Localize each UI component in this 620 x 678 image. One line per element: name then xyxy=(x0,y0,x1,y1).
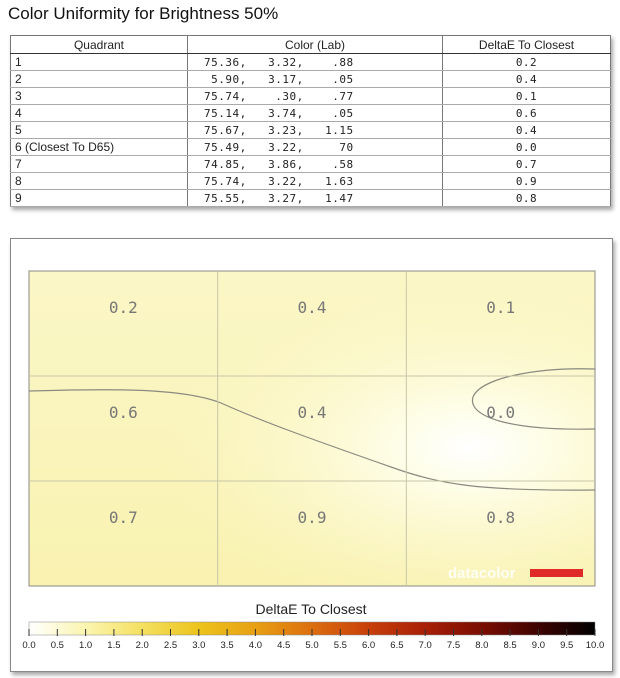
deltae-cell: 0.6 xyxy=(443,105,611,122)
lab-cell: 75.55, 3.27, 1.47 xyxy=(188,190,443,207)
deltae-cell: 0.4 xyxy=(443,122,611,139)
colorbar-tick-label: 7.5 xyxy=(446,640,461,651)
colorbar-tick-label: 2.5 xyxy=(163,640,178,651)
cell-value-label: 0.4 xyxy=(297,298,327,317)
lab-cell: 75.14, 3.74, .05 xyxy=(188,105,443,122)
header-color-lab: Color (Lab) xyxy=(188,36,443,54)
cell-value-label: 0.6 xyxy=(108,403,138,422)
cell-value-label: 0.8 xyxy=(486,508,516,527)
colorbar-tick-label: 5.5 xyxy=(333,640,347,651)
colorbar-tick-label: 6.5 xyxy=(390,640,404,651)
deltae-cell: 0.7 xyxy=(443,156,611,173)
heatmap-low-region xyxy=(29,271,595,586)
deltae-cell: 0.4 xyxy=(443,71,611,88)
lab-cell: 75.36, 3.32, .88 xyxy=(188,54,443,71)
quadrant-cell: 6 (Closest To D65) xyxy=(11,139,188,156)
colorbar-tick-label: 1.0 xyxy=(78,640,93,651)
colorbar-tick-label: 4.5 xyxy=(277,640,291,651)
cell-value-label: 0.9 xyxy=(297,508,327,527)
table-row xyxy=(11,105,611,122)
colorbar-tick-label: 9.5 xyxy=(560,640,574,651)
colorbar-tick-label: 6.0 xyxy=(361,640,376,651)
deltae-cell: 0.2 xyxy=(443,54,611,71)
colorbar-tick-label: 2.0 xyxy=(135,640,149,651)
quadrant-cell: 1 xyxy=(11,54,188,71)
quadrant-cell: 8 xyxy=(11,173,188,190)
table-row xyxy=(11,156,611,173)
lab-cell: 75.49, 3.22, 70 xyxy=(188,139,443,156)
colorbar-tick-label: 3.0 xyxy=(192,640,206,651)
colorbar-tick-label: 7.0 xyxy=(418,640,432,651)
header-quadrant: Quadrant xyxy=(11,36,188,54)
lab-cell: 5.90, 3.17, .05 xyxy=(188,71,443,88)
deltae-cell: 0.0 xyxy=(443,139,611,156)
uniformity-heatmap-panel xyxy=(10,238,613,672)
colorbar-title: DeltaE To Closest xyxy=(255,601,367,617)
brand-bar xyxy=(530,569,583,577)
table-row xyxy=(11,54,611,71)
table-header-row xyxy=(11,36,611,54)
colorbar-tick-label: 8.5 xyxy=(503,640,517,651)
lab-cell: 74.85, 3.86, .58 xyxy=(188,156,443,173)
colorbar-tick-label: 9.0 xyxy=(531,640,546,651)
watermark-text: datacolor xyxy=(448,565,516,582)
lab-cell: 75.67, 3.23, 1.15 xyxy=(188,122,443,139)
table-row xyxy=(11,88,611,105)
header-deltae: DeltaE To Closest xyxy=(443,36,611,54)
deltae-cell: 0.9 xyxy=(443,173,611,190)
quadrant-cell: 4 xyxy=(11,105,188,122)
deltae-cell: 0.8 xyxy=(443,190,611,207)
colorbar-tick-label: 4.0 xyxy=(248,640,263,651)
colorbar-tick-label: 0.5 xyxy=(50,640,64,651)
uniformity-table xyxy=(10,35,611,207)
colorbar-tick-label: 5.0 xyxy=(305,640,319,651)
cell-value-label: 0.7 xyxy=(108,508,138,527)
cell-value-label: 0.0 xyxy=(486,403,516,422)
page-title: Color Uniformity for Brightness 50% xyxy=(8,4,279,23)
colorbar-tick-label: 3.5 xyxy=(220,640,234,651)
lab-cell: 75.74, 3.22, 1.63 xyxy=(188,173,443,190)
quadrant-cell: 9 xyxy=(11,190,188,207)
colorbar-tick-label: 0.0 xyxy=(22,640,36,651)
cell-value-label: 0.1 xyxy=(486,298,516,317)
cell-value-label: 0.4 xyxy=(297,403,327,422)
quadrant-cell: 3 xyxy=(11,88,188,105)
colorbar-tick-label: 10.0 xyxy=(585,640,605,651)
uniformity-heatmap-chart xyxy=(11,239,612,671)
deltae-cell: 0.1 xyxy=(443,88,611,105)
table-row xyxy=(11,190,611,207)
table-row xyxy=(11,122,611,139)
table-row xyxy=(11,71,611,88)
cell-value-label: 0.2 xyxy=(108,298,138,317)
table-row xyxy=(11,173,611,190)
quadrant-cell: 5 xyxy=(11,122,188,139)
quadrant-cell: 7 xyxy=(11,156,188,173)
lab-cell: 75.74, .30, .77 xyxy=(188,88,443,105)
colorbar-tick-label: 8.0 xyxy=(475,640,489,651)
colorbar-tick-label: 1.5 xyxy=(107,640,121,651)
quadrant-cell: 2 xyxy=(11,71,188,88)
table-row xyxy=(11,139,611,156)
